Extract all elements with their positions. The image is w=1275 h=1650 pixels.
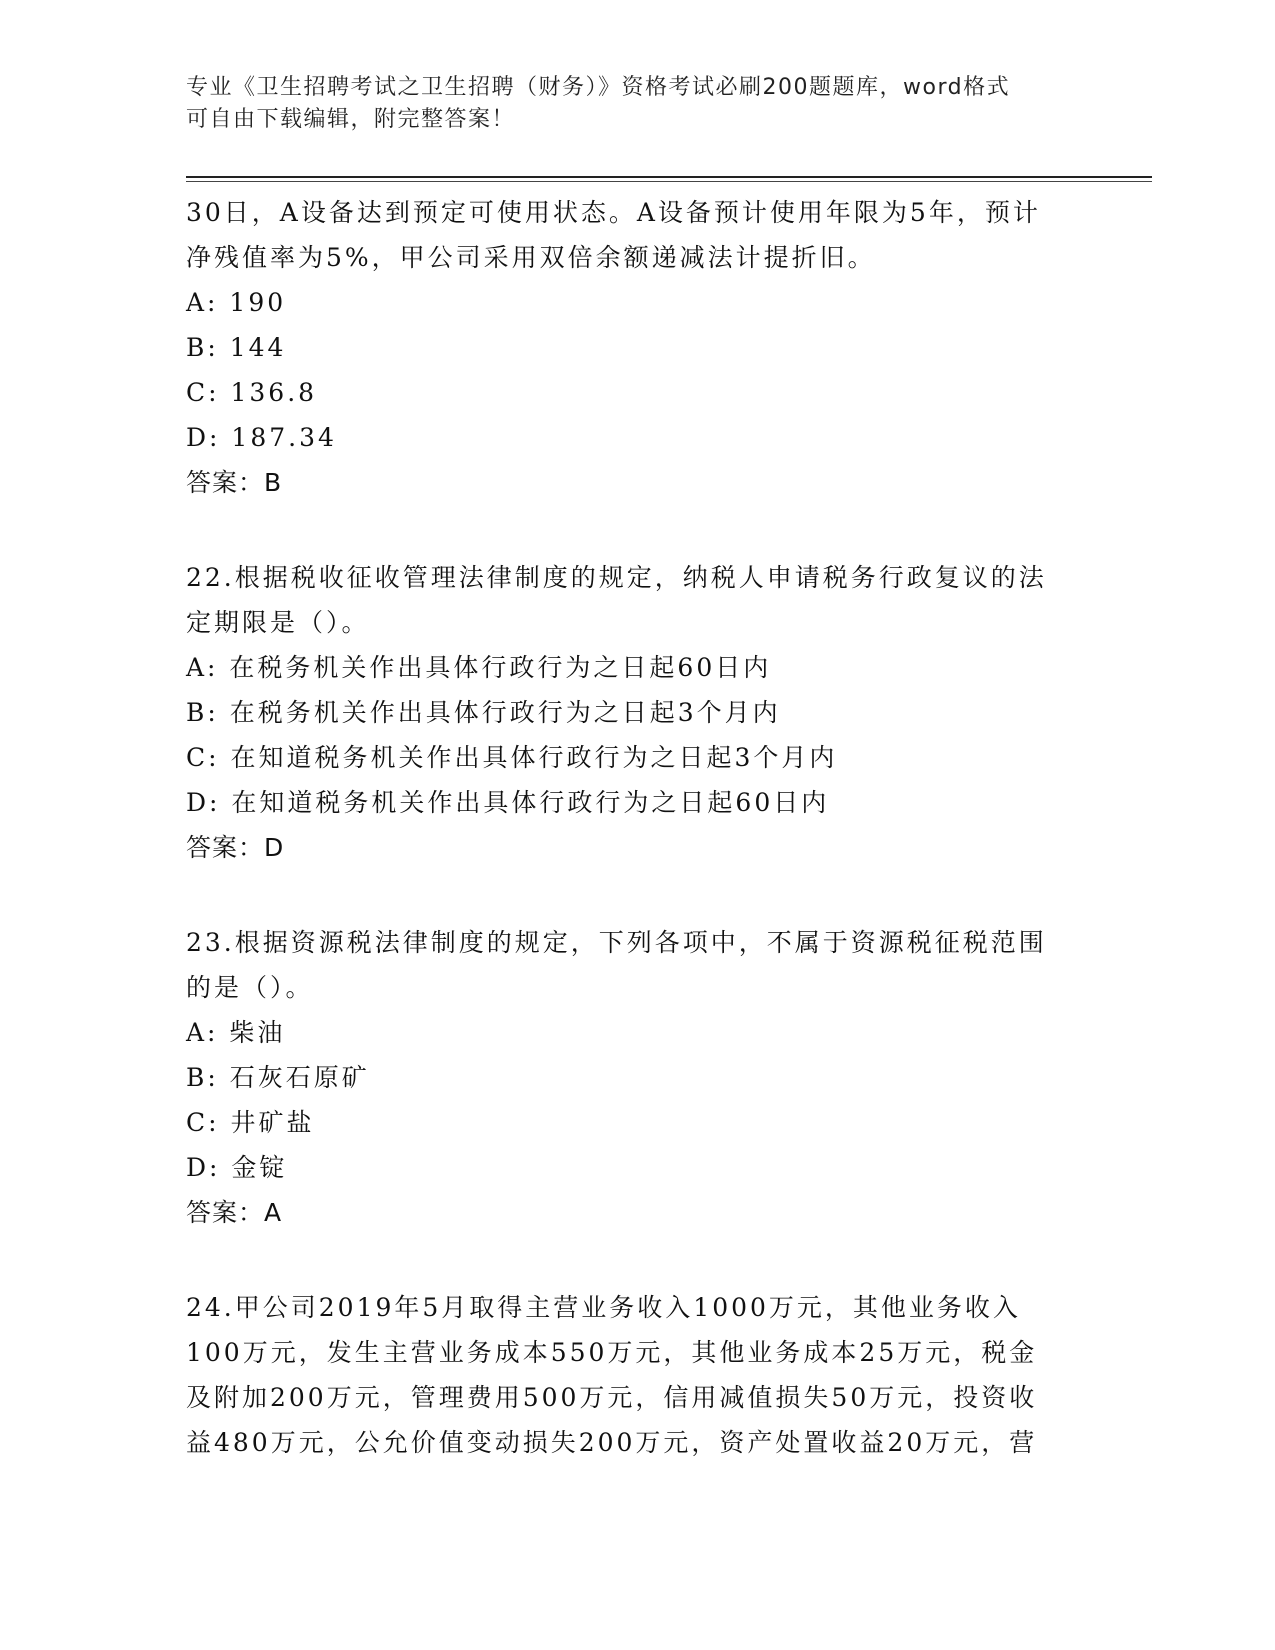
question-list [186, 190, 1086, 1465]
question-23 [186, 920, 1086, 1235]
answer-line: 答案：A [186, 1198, 283, 1227]
question-spacer [186, 505, 1086, 555]
option-c: C: 136.8 [186, 378, 318, 407]
question-21 [186, 190, 1086, 505]
header-divider-thick [186, 176, 1152, 178]
option-c: C: 在知道税务机关作出具体行政行为之日起3个月内 [186, 743, 838, 772]
question-stem-line: 24.甲公司2019年5月取得主营业务收入1000万元，其他业务收入 [186, 1293, 1021, 1322]
option-a: A: 190 [186, 288, 287, 317]
answer-line: 答案：B [186, 468, 283, 497]
question-24 [186, 1285, 1086, 1465]
document-header [186, 72, 1066, 136]
option-a: A: 在税务机关作出具体行政行为之日起60日内 [186, 653, 772, 682]
question-stem-line: 及附加200万元，管理费用500万元，信用减值损失50万元，投资收 [186, 1383, 1038, 1412]
option-a: A: 柴油 [186, 1018, 286, 1047]
question-22 [186, 555, 1086, 870]
question-spacer [186, 1235, 1086, 1285]
question-spacer [186, 870, 1086, 920]
option-b: B: 石灰石原矿 [186, 1063, 370, 1092]
question-stem-line: 23.根据资源税法律制度的规定，下列各项中，不属于资源税征税范围 [186, 928, 1047, 957]
question-stem-line: 30日，A设备达到预定可使用状态。A设备预计使用年限为5年，预计 [186, 198, 1041, 227]
question-stem-line: 100万元，发生主营业务成本550万元，其他业务成本25万元，税金 [186, 1338, 1038, 1367]
header-line-1: 专业《卫生招聘考试之卫生招聘（财务）》资格考试必刷200题题库，word格式 [186, 75, 1011, 100]
answer-line: 答案：D [186, 833, 285, 862]
option-d: D: 在知道税务机关作出具体行政行为之日起60日内 [186, 788, 830, 817]
question-stem-line: 净残值率为5%，甲公司采用双倍余额递减法计提折旧。 [186, 243, 876, 272]
header-divider-thin [186, 181, 1152, 182]
option-b: B: 144 [186, 333, 287, 362]
option-b: B: 在税务机关作出具体行政行为之日起3个月内 [186, 698, 781, 727]
question-stem-line: 益480万元，公允价值变动损失200万元，资产处置收益20万元，营 [186, 1428, 1038, 1457]
option-c: C: 井矿盐 [186, 1108, 315, 1137]
question-stem-line: 的是（）。 [186, 973, 314, 1002]
option-d: D: 金锭 [186, 1153, 288, 1182]
option-d: D: 187.34 [186, 423, 337, 452]
header-line-2: 可自由下载编辑，附完整答案！ [186, 107, 516, 132]
question-stem-line: 22.根据税收征收管理法律制度的规定，纳税人申请税务行政复议的法 [186, 563, 1047, 592]
question-stem-line: 定期限是（）。 [186, 608, 370, 637]
